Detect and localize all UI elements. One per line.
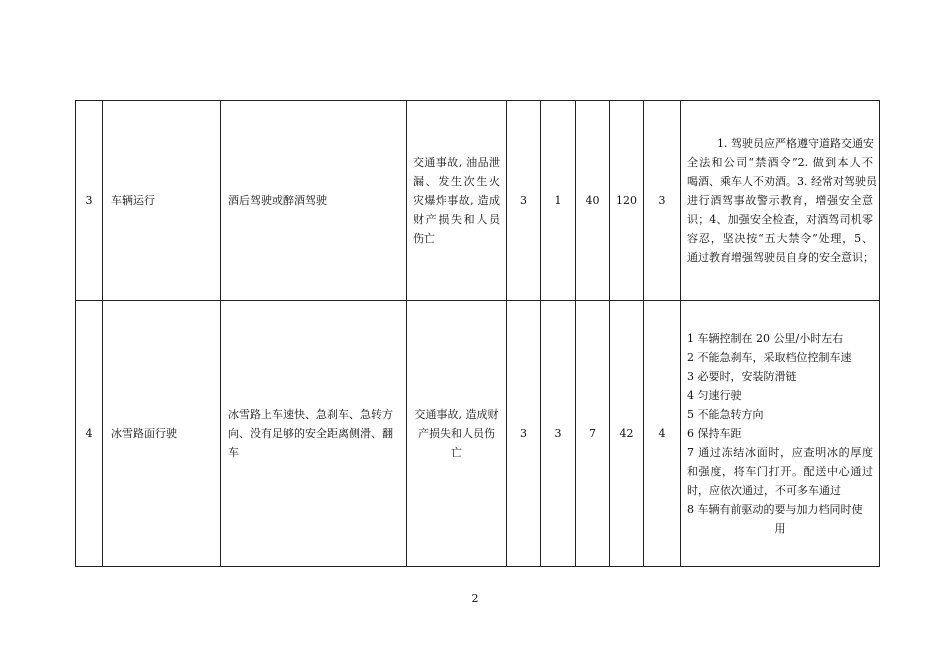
value-c: 7 bbox=[576, 301, 610, 567]
measure-line: 1. 驾驶员应严格遵守道路交通安 bbox=[717, 137, 874, 150]
row-number: 4 bbox=[76, 301, 103, 567]
consequence: 交通事故, 造成财产损失和人员伤亡 bbox=[407, 301, 507, 567]
risk-level: 4 bbox=[644, 301, 681, 567]
row-number: 3 bbox=[76, 101, 103, 301]
measure-line: 用 bbox=[774, 522, 786, 535]
value-d: 120 bbox=[610, 101, 644, 301]
measure-line: 4 匀速行驶 bbox=[687, 389, 742, 402]
control-measures bbox=[681, 301, 880, 567]
table-row bbox=[76, 101, 880, 301]
measure-line: 2 不能急刹车，采取档位控制车速 bbox=[687, 351, 852, 364]
measure-line: 喝酒、乘车人不劝酒。3. 经常对驾驶员 bbox=[687, 175, 877, 188]
value-e: 1 bbox=[541, 101, 576, 301]
risk-assessment-table bbox=[75, 100, 880, 567]
measure-line: 识；4、加强安全检查，对酒驾司机零 bbox=[687, 213, 873, 226]
measure-line: 时，应依次通过，不可多车通过 bbox=[687, 484, 841, 497]
value-d: 42 bbox=[610, 301, 644, 567]
measure-line: 3 必要时，安装防滑链 bbox=[687, 370, 797, 383]
measure-line: 7 通过冻结冰面时，应查明冰的厚度 bbox=[687, 446, 873, 459]
consequence bbox=[407, 101, 507, 301]
table-row bbox=[76, 301, 880, 567]
measure-line: 6 保持车距 bbox=[687, 427, 742, 440]
activity-name: 车辆运行 bbox=[103, 101, 221, 301]
measure-line: 通过教育增强驾驶员自身的安全意识； bbox=[687, 251, 874, 264]
hazard-cause: 酒后驾驶或醉酒驾驶 bbox=[221, 101, 407, 301]
measure-line: 容忍，坚决按“五大禁令”处理，5、 bbox=[687, 232, 873, 245]
hazard-cause: 冰雪路上车速快、急刹车、急转方向、没有足够的安全距离侧滑、翻车 bbox=[221, 301, 407, 567]
value-l: 3 bbox=[507, 101, 541, 301]
measure-line: 和强度，将车门打开。配送中心通过 bbox=[687, 465, 873, 478]
measures-text bbox=[687, 329, 873, 538]
activity-name: 冰雪路面行驶 bbox=[103, 301, 221, 567]
value-l: 3 bbox=[507, 301, 541, 567]
measure-line: 5 不能急转方向 bbox=[687, 408, 764, 421]
measure-line: 8 车辆有前驱动的要与加力档同时使 bbox=[687, 503, 863, 516]
measures-text bbox=[687, 134, 877, 267]
value-c: 40 bbox=[576, 101, 610, 301]
measure-line: 1 车辆控制在 20 公里/小时左右 bbox=[687, 332, 844, 345]
control-measures bbox=[681, 101, 880, 301]
risk-level: 3 bbox=[644, 101, 681, 301]
measure-line: 全法和公司“禁酒令”2. 做到本人不 bbox=[687, 156, 873, 169]
consequence-text: 交通事故, 油品泄漏、发生次生火灾爆炸事故, 造成财产损失和人员伤亡 bbox=[413, 156, 500, 245]
page-number: 2 bbox=[471, 592, 479, 605]
measure-line: 进行酒驾事故警示教育，增强安全意 bbox=[687, 194, 873, 207]
value-e: 3 bbox=[541, 301, 576, 567]
